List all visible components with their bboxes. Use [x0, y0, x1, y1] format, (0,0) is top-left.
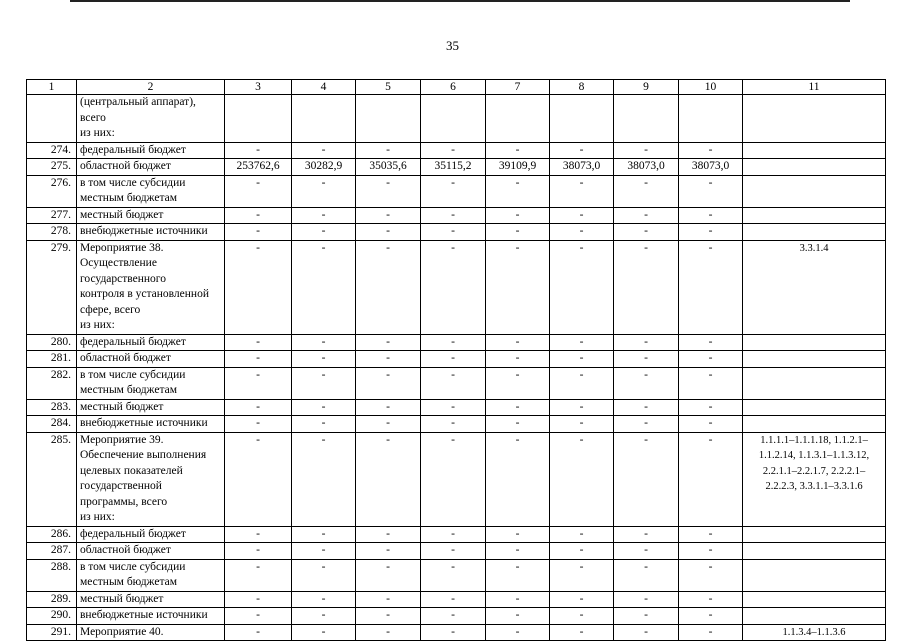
row-name-cell	[77, 526, 225, 543]
value-cell: 38073,0	[550, 159, 614, 176]
row-name-line: программы, всего	[80, 495, 168, 508]
value-cell: 35035,6	[356, 159, 421, 176]
row-number: 275.	[27, 159, 77, 176]
page-number: 35	[446, 38, 459, 53]
row-name-line: из них:	[80, 319, 115, 331]
column-header: 7	[486, 80, 550, 95]
column-header: 4	[292, 80, 356, 95]
indicator-ref-cell	[743, 351, 886, 368]
row-name-line: в том числе субсидии	[80, 560, 186, 573]
row-name-cell	[77, 159, 225, 176]
value-cell: -	[421, 175, 486, 207]
row-name-cell	[77, 416, 225, 433]
value-cell: -	[486, 526, 550, 543]
value-cell: -	[421, 367, 486, 399]
column-header: 5	[356, 80, 421, 95]
value-cell: -	[614, 240, 679, 334]
value-cell: -	[421, 240, 486, 334]
row-name-line: федеральный бюджет	[80, 335, 186, 348]
row-name-cell	[77, 240, 225, 334]
value-cell: 253762,6	[225, 159, 292, 176]
indicator-ref-cell	[743, 559, 886, 591]
row-name-cell	[77, 543, 225, 560]
value-cell: -	[356, 526, 421, 543]
row-name-line: областной бюджет	[80, 544, 171, 556]
row-name-line: всего	[80, 111, 106, 124]
value-cell: -	[486, 224, 550, 241]
value-cell: 30282,9	[292, 159, 356, 176]
column-header: 6	[421, 80, 486, 95]
table-row	[27, 432, 886, 526]
value-cell: -	[356, 142, 421, 159]
value-cell: -	[679, 142, 743, 159]
row-name-line: сфере, всего	[80, 303, 141, 316]
value-cell: -	[614, 543, 679, 560]
value-cell: -	[356, 367, 421, 399]
value-cell: -	[225, 559, 292, 591]
row-name-cell	[77, 591, 225, 608]
value-cell: -	[225, 224, 292, 241]
column-header: 1	[27, 80, 77, 95]
row-name-line: областной бюджет	[80, 160, 171, 172]
value-cell: -	[550, 416, 614, 433]
row-number: 277.	[27, 207, 77, 224]
value-cell: -	[421, 416, 486, 433]
value-cell: -	[614, 608, 679, 625]
row-number	[27, 95, 77, 143]
value-cell: -	[225, 351, 292, 368]
indicator-ref-cell	[743, 159, 886, 176]
row-name-line: областной бюджет	[80, 352, 171, 364]
row-number: 289.	[27, 591, 77, 608]
indicator-ref-line: 1.1.1.1–1.1.1.18, 1.1.2.1–	[760, 434, 868, 446]
row-number: 274.	[27, 142, 77, 159]
row-number: 291.	[27, 624, 77, 641]
value-cell	[486, 95, 550, 143]
value-cell: -	[225, 240, 292, 334]
value-cell: -	[421, 432, 486, 526]
row-name-line: внебюджетные источники	[80, 225, 208, 237]
table-row	[27, 207, 886, 224]
table-row	[27, 240, 886, 334]
value-cell: -	[550, 367, 614, 399]
value-cell: -	[679, 240, 743, 334]
table-row	[27, 95, 886, 143]
column-header: 8	[550, 80, 614, 95]
column-header: 3	[225, 80, 292, 95]
value-cell: -	[421, 591, 486, 608]
value-cell: -	[292, 432, 356, 526]
value-cell: -	[679, 175, 743, 207]
row-number: 286.	[27, 526, 77, 543]
value-cell: -	[225, 543, 292, 560]
value-cell: -	[550, 591, 614, 608]
column-header: 9	[614, 80, 679, 95]
value-cell: 35115,2	[421, 159, 486, 176]
value-cell: -	[292, 334, 356, 351]
value-cell: -	[614, 559, 679, 591]
row-name-line: местный бюджет	[80, 592, 164, 605]
value-cell: -	[225, 526, 292, 543]
indicator-ref-cell	[743, 367, 886, 399]
row-name-cell	[77, 95, 225, 143]
row-name-cell	[77, 367, 225, 399]
row-number: 276.	[27, 175, 77, 207]
row-number: 287.	[27, 543, 77, 560]
indicator-ref-cell	[743, 240, 886, 334]
value-cell: -	[486, 175, 550, 207]
value-cell: -	[550, 240, 614, 334]
indicator-ref-cell	[743, 526, 886, 543]
value-cell	[550, 95, 614, 143]
table-row	[27, 175, 886, 207]
value-cell: -	[356, 591, 421, 608]
table-row	[27, 399, 886, 416]
value-cell: -	[486, 608, 550, 625]
table-row	[27, 159, 886, 176]
value-cell: -	[486, 624, 550, 641]
value-cell: -	[486, 591, 550, 608]
row-name-line: внебюджетные источники	[80, 609, 208, 621]
value-cell: -	[486, 432, 550, 526]
column-header: 11	[743, 80, 886, 95]
value-cell: -	[292, 591, 356, 608]
value-cell: -	[679, 351, 743, 368]
row-name-line: местным бюджетам	[80, 384, 177, 396]
value-cell: -	[550, 624, 614, 641]
value-cell	[679, 95, 743, 143]
row-number: 281.	[27, 351, 77, 368]
value-cell: -	[550, 351, 614, 368]
table-row	[27, 224, 886, 241]
row-number: 282.	[27, 367, 77, 399]
value-cell: -	[225, 432, 292, 526]
value-cell: -	[550, 224, 614, 241]
value-cell: -	[225, 334, 292, 351]
row-name-line: в том числе субсидии	[80, 176, 186, 189]
row-name-line: из них:	[80, 127, 115, 139]
value-cell: -	[292, 543, 356, 560]
table-row	[27, 559, 886, 591]
value-cell: -	[679, 526, 743, 543]
value-cell: -	[421, 351, 486, 368]
value-cell: -	[679, 224, 743, 241]
value-cell: -	[486, 351, 550, 368]
value-cell: -	[614, 351, 679, 368]
row-name-cell	[77, 608, 225, 625]
row-name-line: Мероприятие 38.	[80, 241, 164, 254]
row-number: 284.	[27, 416, 77, 433]
value-cell: -	[614, 416, 679, 433]
value-cell: 38073,0	[614, 159, 679, 176]
row-name-line: государственной	[80, 480, 162, 492]
value-cell: -	[614, 142, 679, 159]
value-cell: -	[486, 207, 550, 224]
row-name-line: местный бюджет	[80, 400, 164, 413]
value-cell: -	[679, 399, 743, 416]
value-cell	[614, 95, 679, 143]
row-number: 278.	[27, 224, 77, 241]
value-cell: -	[679, 608, 743, 625]
row-name-cell	[77, 559, 225, 591]
value-cell: -	[486, 416, 550, 433]
value-cell: -	[292, 207, 356, 224]
value-cell: -	[486, 240, 550, 334]
row-name-line: Обеспечение выполнения	[80, 449, 207, 461]
indicator-ref-line: 2.2.2.3, 3.3.1.1–3.3.1.6	[765, 481, 863, 492]
row-name-cell	[77, 207, 225, 224]
value-cell: -	[225, 416, 292, 433]
value-cell: -	[421, 608, 486, 625]
value-cell: -	[614, 334, 679, 351]
value-cell: -	[225, 608, 292, 625]
row-name-cell	[77, 334, 225, 351]
value-cell: -	[356, 240, 421, 334]
value-cell: -	[550, 432, 614, 526]
value-cell: -	[679, 559, 743, 591]
value-cell: -	[486, 399, 550, 416]
indicator-ref-cell	[743, 142, 886, 159]
value-cell: -	[614, 367, 679, 399]
value-cell: -	[550, 608, 614, 625]
value-cell: -	[421, 224, 486, 241]
indicator-ref-cell	[743, 399, 886, 416]
row-name-cell	[77, 624, 225, 641]
row-name-line: Мероприятие 39.	[80, 433, 164, 446]
row-name-cell	[77, 432, 225, 526]
value-cell: -	[356, 175, 421, 207]
table-row	[27, 543, 886, 560]
indicator-ref-cell	[743, 624, 886, 641]
row-name-line: целевых показателей	[80, 464, 183, 477]
value-cell: -	[421, 207, 486, 224]
row-number: 280.	[27, 334, 77, 351]
value-cell: -	[292, 351, 356, 368]
column-header-row	[27, 80, 886, 95]
indicator-ref-line: 1.1.3.4–1.1.3.6	[782, 626, 846, 638]
value-cell: -	[679, 207, 743, 224]
row-name-line: в том числе субсидии	[80, 368, 186, 381]
row-name-line: федеральный бюджет	[80, 143, 186, 156]
indicator-ref-cell	[743, 224, 886, 241]
row-name-line: Осуществление	[80, 257, 157, 269]
value-cell: -	[292, 608, 356, 625]
value-cell: -	[421, 399, 486, 416]
value-cell: -	[679, 334, 743, 351]
row-name-line: местным бюджетам	[80, 192, 177, 204]
value-cell: -	[550, 526, 614, 543]
table-row	[27, 351, 886, 368]
value-cell: -	[679, 367, 743, 399]
value-cell: -	[679, 432, 743, 526]
value-cell: -	[225, 207, 292, 224]
value-cell: -	[356, 351, 421, 368]
value-cell: -	[356, 559, 421, 591]
indicator-ref-cell	[743, 175, 886, 207]
row-name-cell	[77, 142, 225, 159]
indicator-ref-cell	[743, 416, 886, 433]
column-header: 10	[679, 80, 743, 95]
value-cell: -	[225, 399, 292, 416]
indicator-ref-cell	[743, 591, 886, 608]
value-cell: -	[421, 543, 486, 560]
value-cell: -	[679, 416, 743, 433]
value-cell: 38073,0	[679, 159, 743, 176]
value-cell: -	[486, 543, 550, 560]
value-cell: -	[292, 559, 356, 591]
row-name-line: (центральный аппарат),	[80, 96, 196, 108]
row-name-cell	[77, 175, 225, 207]
value-cell: -	[356, 608, 421, 625]
value-cell: -	[356, 224, 421, 241]
value-cell	[356, 95, 421, 143]
table-row	[27, 334, 886, 351]
indicator-ref-line: 2.2.1.1–2.2.1.7, 2.2.2.1–	[762, 465, 866, 477]
row-name-line: федеральный бюджет	[80, 527, 186, 540]
value-cell: -	[292, 416, 356, 433]
value-cell: -	[614, 624, 679, 641]
budget-table	[26, 79, 886, 641]
row-number: 283.	[27, 399, 77, 416]
value-cell: -	[292, 175, 356, 207]
table-row	[27, 608, 886, 625]
value-cell: -	[292, 526, 356, 543]
value-cell: -	[292, 142, 356, 159]
table-row	[27, 416, 886, 433]
value-cell: -	[614, 432, 679, 526]
row-number: 279.	[27, 240, 77, 334]
value-cell: -	[292, 240, 356, 334]
value-cell: -	[614, 399, 679, 416]
table-row	[27, 526, 886, 543]
value-cell: -	[614, 207, 679, 224]
value-cell: -	[486, 559, 550, 591]
column-header: 2	[77, 80, 225, 95]
value-cell: -	[486, 367, 550, 399]
value-cell: -	[679, 591, 743, 608]
value-cell: -	[225, 367, 292, 399]
row-name-cell	[77, 351, 225, 368]
value-cell: -	[356, 543, 421, 560]
value-cell: -	[550, 559, 614, 591]
value-cell: -	[356, 416, 421, 433]
row-number: 285.	[27, 432, 77, 526]
table-row	[27, 367, 886, 399]
value-cell: -	[356, 624, 421, 641]
value-cell: -	[679, 624, 743, 641]
value-cell: -	[614, 224, 679, 241]
indicator-ref-cell	[743, 543, 886, 560]
value-cell: -	[421, 142, 486, 159]
row-name-cell	[77, 224, 225, 241]
value-cell: -	[614, 526, 679, 543]
value-cell: -	[550, 142, 614, 159]
value-cell: -	[421, 624, 486, 641]
row-name-line: государственного	[80, 272, 166, 285]
indicator-ref-cell	[743, 334, 886, 351]
value-cell: -	[225, 624, 292, 641]
value-cell: -	[225, 142, 292, 159]
value-cell: -	[225, 175, 292, 207]
value-cell: -	[292, 399, 356, 416]
table-row	[27, 591, 886, 608]
value-cell: -	[356, 399, 421, 416]
top-rule	[70, 0, 850, 2]
value-cell: 39109,9	[486, 159, 550, 176]
indicator-ref-cell	[743, 608, 886, 625]
value-cell	[225, 95, 292, 143]
value-cell	[292, 95, 356, 143]
value-cell: -	[550, 399, 614, 416]
value-cell: -	[292, 224, 356, 241]
row-name-line: местным бюджетам	[80, 576, 177, 588]
indicator-ref-cell	[743, 432, 886, 526]
value-cell: -	[614, 591, 679, 608]
value-cell: -	[421, 526, 486, 543]
value-cell: -	[679, 543, 743, 560]
value-cell: -	[486, 142, 550, 159]
table-row	[27, 624, 886, 641]
indicator-ref-cell	[743, 207, 886, 224]
indicator-ref-line: 3.3.1.4	[799, 242, 829, 254]
value-cell: -	[292, 624, 356, 641]
value-cell: -	[292, 367, 356, 399]
row-name-line: местный бюджет	[80, 208, 164, 221]
value-cell: -	[225, 591, 292, 608]
row-number: 288.	[27, 559, 77, 591]
table-row	[27, 142, 886, 159]
value-cell: -	[356, 207, 421, 224]
row-number: 290.	[27, 608, 77, 625]
value-cell: -	[550, 334, 614, 351]
value-cell: -	[356, 334, 421, 351]
row-name-line: из них:	[80, 511, 115, 523]
row-name-line: внебюджетные источники	[80, 417, 208, 429]
value-cell: -	[550, 175, 614, 207]
value-cell: -	[486, 334, 550, 351]
indicator-ref-cell	[743, 95, 886, 143]
value-cell	[421, 95, 486, 143]
table-body	[27, 80, 886, 641]
row-name-line: Мероприятие 40.	[80, 625, 164, 638]
value-cell: -	[356, 432, 421, 526]
value-cell: -	[550, 543, 614, 560]
value-cell: -	[550, 207, 614, 224]
row-name-cell	[77, 399, 225, 416]
value-cell: -	[421, 559, 486, 591]
value-cell: -	[421, 334, 486, 351]
row-name-line: контроля в установленной	[80, 288, 209, 300]
value-cell: -	[614, 175, 679, 207]
indicator-ref-line: 1.1.2.14, 1.1.3.1–1.1.3.12,	[758, 450, 870, 461]
